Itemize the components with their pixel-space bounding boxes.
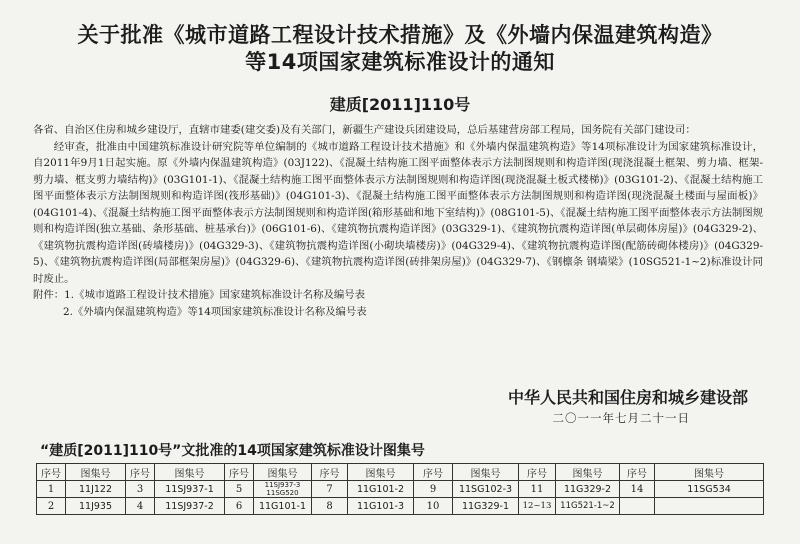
header-cell: 序号	[620, 464, 655, 481]
notice-title	[0, 22, 800, 76]
table-cell: 11SJ937-3 11SG520	[254, 481, 312, 498]
table-cell: 11	[519, 481, 556, 498]
table-cell: 12~13	[519, 498, 556, 515]
body-paragraph: 经审查，批准由中国建筑标准设计研究院等单位编制的《城市道路工程设计技术措施》和《外墙内保温建筑构造》等14项标准设计为国家建筑标准设计，自2011年9月1日起实施。原《外墙内保温建筑构造》(03J122)、《混凝土结构施工图平面整体表示方法制图规则和构造详图(现浇混凝土框架、剪力墙、框架-剪力墙、框支剪力墙结构)》(03G101-1)、《混凝土结构施工图平面整体表示方法制图规则和构造详图(现浇混凝土板式楼梯)》(03G101-2)、《混凝土结构施工图平面整体表示方法制图规则和构造详图(筏形基础)》(04G101-3)、《混凝土结构施工图平面整体表示方法制图规则和构造详图(现浇混凝土楼面与屋面板)》(04G101-4)、《混凝土结构施工图平面整体表示方法制图规则和构造详图(箱形基础和地下室结构)》(08G101-5)、《混凝土结构施工图平面整体表示方法制图规则和构造详图(独立基础、条形基础、桩基承台)》(06G101-6)、《建筑物抗震构造详图》(03G329-1)、《建筑物抗震构造详图(单层砌体房屋)》(04G329-2)、《建筑物抗震构造详图(砖墙楼房)》(04G329-3)、《建筑物抗震构造详图(小砌块墙楼房)》(04G329-4)、《建筑物抗震构造详图(配筋砖砌体楼房)》(04G329-5)、《建筑物抗震构造详图(局部框架房屋)》(04G329-6)、《建筑物抗震构造详图(砖排架房屋)》(04G329-7)、《钢檩条 钢墙梁》(10SG521-1~2)标准设计同时废止。	[33, 140, 763, 285]
table-cell: 2	[37, 498, 66, 515]
table-header-row	[37, 464, 764, 481]
table-cell: 8	[312, 498, 348, 515]
table-cell: 3	[126, 481, 155, 498]
document-number: 建质[2011]110号	[329, 95, 471, 114]
header-cell: 序号	[126, 464, 155, 481]
table-row	[37, 481, 764, 498]
notice-body	[33, 122, 763, 320]
table-cell: 11SJ937-2	[155, 498, 225, 515]
header-cell: 图集号	[254, 464, 312, 481]
addressee: 各省、自治区住房和城乡建设厅，直辖市建委(建交委)及有关部门，新疆生产建设兵团建设局，总后基建营房部工程局，国务院有关部门建设司：	[33, 124, 696, 136]
title-line-2: 等14项国家建筑标准设计的通知	[245, 50, 555, 74]
list-title: “建质[2011]110号”文批准的14项国家建筑标准设计图集号	[40, 443, 425, 459]
table-cell: 7	[312, 481, 348, 498]
table-cell: 11G101-3	[348, 498, 414, 515]
table-cell: 10	[414, 498, 453, 515]
table-cell: 11G329-2	[556, 481, 620, 498]
header-cell: 序号	[312, 464, 348, 481]
header-cell: 图集号	[66, 464, 126, 481]
header-cell: 图集号	[655, 464, 764, 481]
table-cell: 11G521-1~2	[556, 498, 620, 515]
header-cell: 序号	[519, 464, 556, 481]
title-line-1: 关于批准《城市道路工程设计技术措施》及《外墙内保温建筑构造》	[77, 23, 723, 47]
table-cell: 11G101-1	[254, 498, 312, 515]
attachment-1: 附件：1.《城市道路工程设计技术措施》国家建筑标准设计名称及编号表	[33, 289, 366, 301]
table-row	[37, 498, 764, 515]
header-cell: 序号	[225, 464, 254, 481]
table-cell: 11G101-2	[348, 481, 414, 498]
table-cell: 11SJ937-1	[155, 481, 225, 498]
header-cell: 图集号	[453, 464, 519, 481]
header-cell: 图集号	[348, 464, 414, 481]
attachments	[33, 287, 763, 320]
header-cell: 图集号	[155, 464, 225, 481]
header-cell: 图集号	[556, 464, 620, 481]
table-cell: 11SG534	[655, 481, 764, 498]
header-cell: 序号	[414, 464, 453, 481]
signature: 中华人民共和国住房和城乡建设部	[507, 388, 748, 407]
table-cell: 1	[37, 481, 66, 498]
table-cell: 6	[225, 498, 254, 515]
table-cell	[620, 498, 655, 515]
table-cell: 11J935	[66, 498, 126, 515]
header-cell: 序号	[37, 464, 66, 481]
table-cell: 11SG102-3	[453, 481, 519, 498]
table-cell	[655, 498, 764, 515]
table-cell: 5	[225, 481, 254, 498]
issue-date: 二〇一一年七月二十一日	[552, 411, 690, 425]
table-cell: 9	[414, 481, 453, 498]
table-cell: 14	[620, 481, 655, 498]
table-cell: 11G329-1	[453, 498, 519, 515]
atlas-table	[36, 463, 764, 515]
table-cell: 4	[126, 498, 155, 515]
table-cell: 11J122	[66, 481, 126, 498]
attachment-2: 2.《外墙内保温建筑构造》等14项国家建筑标准设计名称及编号表	[63, 305, 367, 318]
